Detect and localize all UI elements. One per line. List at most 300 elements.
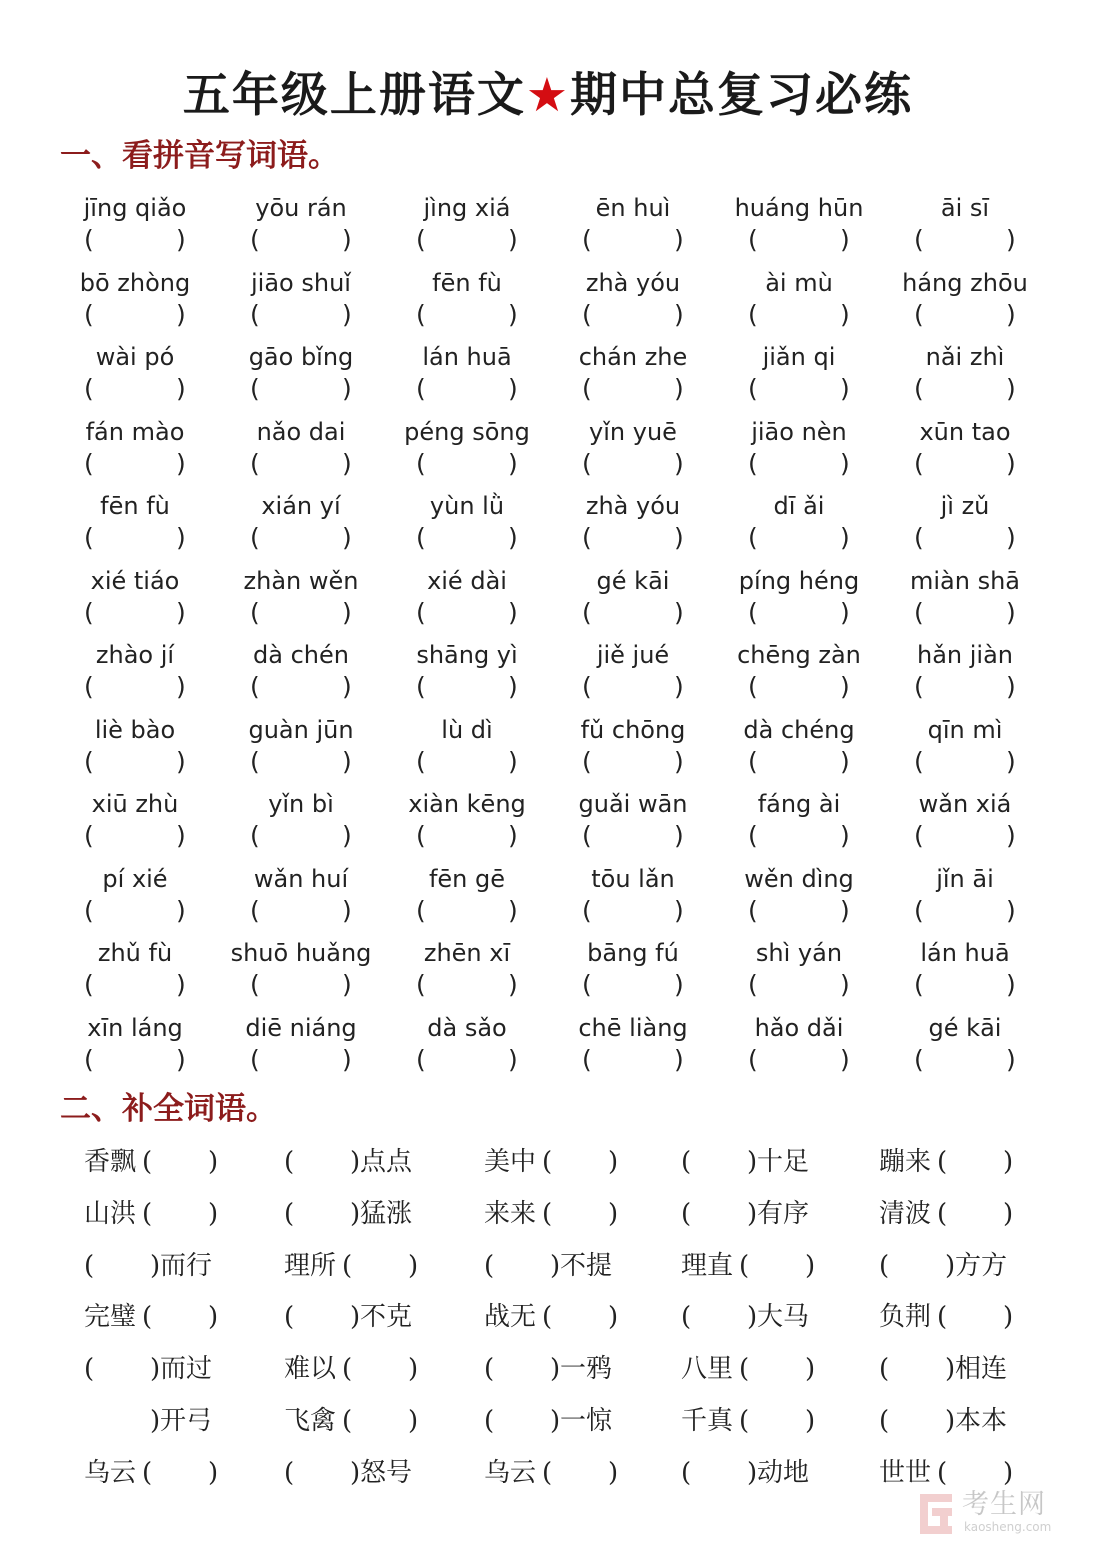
answer-paren-open: ( <box>84 672 94 701</box>
blank-paren-close: ) <box>208 1457 219 1488</box>
blank-paren-close: ) <box>608 1147 619 1177</box>
pinyin-item <box>384 488 550 562</box>
pinyin-item <box>882 1010 1048 1084</box>
fill-item <box>681 1297 871 1337</box>
answer-paren-close: ) <box>508 821 518 850</box>
fill-text-pre: 香飘 <box>84 1147 137 1177</box>
answer-paren-open: ( <box>84 970 94 999</box>
answer-paren-close: ) <box>1006 1044 1016 1074</box>
fill-item <box>681 1142 871 1182</box>
pinyin-text: ēn huì <box>595 194 671 222</box>
pinyin-item <box>384 414 550 488</box>
blank-paren-close: ) <box>408 1405 419 1436</box>
pinyin-row <box>52 637 1048 712</box>
fill-item <box>484 1246 674 1286</box>
pinyin-text: chán zhe <box>578 343 688 371</box>
fill-item <box>484 1453 674 1493</box>
answer-paren-close: ) <box>508 299 518 329</box>
pinyin-text: xián yí <box>261 492 341 520</box>
answer-paren-open: ( <box>914 448 924 478</box>
pinyin-item <box>218 1010 384 1084</box>
answer-paren-open: ( <box>250 225 260 254</box>
fill-in-grid <box>84 1142 1044 1505</box>
answer-paren-close: ) <box>674 225 684 254</box>
blank-paren-open: ( <box>284 1457 295 1488</box>
fill-text-post: 动地 <box>757 1457 810 1488</box>
pinyin-item <box>52 637 218 711</box>
fill-item <box>879 1401 1069 1441</box>
fill-text-pre: 难以 <box>284 1354 337 1385</box>
pinyin-item <box>716 488 882 562</box>
pinyin-text: tōu lǎn <box>591 864 675 893</box>
pinyin-item <box>52 563 218 637</box>
fill-text-post: 有序 <box>757 1198 810 1229</box>
pinyin-item <box>716 265 882 339</box>
answer-paren-open: ( <box>582 821 592 850</box>
fill-text-post: 大马 <box>757 1302 810 1333</box>
blank-paren-open: ( <box>284 1302 295 1333</box>
fill-text-post: 而过 <box>160 1354 213 1385</box>
fill-text-pre: 战无 <box>484 1302 537 1333</box>
pinyin-item <box>550 563 716 637</box>
pinyin-item <box>52 339 218 413</box>
answer-paren-open: ( <box>84 895 94 925</box>
pinyin-text: fán mào <box>85 417 185 446</box>
pinyin-text: jiāo nèn <box>751 417 847 446</box>
answer-paren-close: ) <box>1006 746 1016 776</box>
fill-text-post: 方方 <box>955 1250 1008 1281</box>
answer-paren-open: ( <box>914 597 924 627</box>
blank-paren-close: ) <box>747 1457 758 1488</box>
answer-paren-close: ) <box>176 225 186 254</box>
pinyin-text: yùn lǜ <box>429 492 505 520</box>
pinyin-text: guǎi wān <box>578 790 688 818</box>
pinyin-text: fēn fù <box>432 268 502 297</box>
pinyin-row <box>52 712 1048 787</box>
fill-item <box>284 1401 474 1441</box>
answer-paren-close: ) <box>1006 672 1016 701</box>
pinyin-text: guàn jūn <box>248 715 354 744</box>
pinyin-text: shì yán <box>755 939 843 967</box>
fill-text-post: 本本 <box>955 1405 1008 1436</box>
answer-paren-open: ( <box>416 1044 426 1074</box>
fill-text-post: 一鸦 <box>560 1354 613 1385</box>
pinyin-item <box>716 935 882 1009</box>
pinyin-row <box>52 1010 1048 1085</box>
answer-paren-close: ) <box>176 672 186 701</box>
fill-text-pre: 乌云 <box>484 1457 537 1488</box>
pinyin-item <box>384 563 550 637</box>
answer-paren-close: ) <box>176 448 186 478</box>
fill-text-pre: 山洪 <box>84 1198 137 1229</box>
fill-item <box>84 1453 274 1493</box>
pinyin-item <box>218 861 384 935</box>
pinyin-text: xié dài <box>427 566 507 595</box>
pinyin-text: dà sǎo <box>427 1013 507 1042</box>
pinyin-text: lán huā <box>920 939 1010 967</box>
answer-paren-open: ( <box>582 970 592 999</box>
answer-paren-close: ) <box>342 821 352 850</box>
pinyin-text: jiǎn qi <box>762 343 836 371</box>
blank-paren-close: ) <box>1003 1147 1014 1177</box>
pinyin-text: yǐn yuē <box>589 417 677 446</box>
blank-paren-close: ) <box>350 1198 361 1229</box>
fill-item <box>284 1194 474 1234</box>
fill-text-pre: 理所 <box>284 1250 337 1281</box>
pinyin-text: zhà yóu <box>585 492 681 520</box>
pinyin-item <box>218 935 384 1009</box>
answer-paren-close: ) <box>342 746 352 776</box>
pinyin-item <box>384 786 550 860</box>
answer-paren-open: ( <box>582 597 592 627</box>
pinyin-text: zhàn wěn <box>243 566 359 595</box>
blank-paren-open: ( <box>542 1302 553 1333</box>
answer-paren-close: ) <box>176 374 186 403</box>
answer-paren-close: ) <box>176 970 186 999</box>
answer-paren-open: ( <box>250 597 260 627</box>
blank-paren-close: ) <box>747 1198 758 1229</box>
answer-paren-open: ( <box>416 597 426 627</box>
pinyin-text: jǐn āi <box>936 864 994 893</box>
pinyin-text: shāng yì <box>416 641 518 669</box>
answer-paren-close: ) <box>176 895 186 925</box>
answer-paren-open: ( <box>748 374 758 403</box>
pinyin-item <box>550 786 716 860</box>
pinyin-item <box>882 414 1048 488</box>
answer-paren-open: ( <box>748 597 758 627</box>
answer-paren-open: ( <box>416 895 426 925</box>
pinyin-item <box>52 712 218 786</box>
pinyin-text: wài pó <box>95 343 175 371</box>
pinyin-text: liè bào <box>94 715 176 744</box>
blank-paren-close: ) <box>608 1198 619 1229</box>
blank-paren-open: ( <box>681 1198 692 1229</box>
answer-paren-open: ( <box>748 299 758 329</box>
pinyin-text: wǎn huí <box>253 864 349 893</box>
pinyin-item <box>218 712 384 786</box>
pinyin-item <box>882 861 1048 935</box>
fill-item <box>681 1349 871 1389</box>
blank-paren-close: ) <box>350 1457 361 1488</box>
answer-paren-close: ) <box>508 746 518 776</box>
answer-paren-open: ( <box>582 374 592 403</box>
answer-paren-close: ) <box>176 299 186 329</box>
answer-paren-close: ) <box>840 1044 850 1074</box>
answer-paren-open: ( <box>748 895 758 925</box>
blank-paren-close: ) <box>208 1302 219 1333</box>
pinyin-item <box>716 786 882 860</box>
blank-paren-open: ( <box>681 1457 692 1488</box>
watermark <box>918 1488 1078 1544</box>
pinyin-row <box>52 190 1048 265</box>
answer-paren-close: ) <box>674 672 684 701</box>
blank-paren-close: ) <box>945 1405 956 1436</box>
fill-text-pre: 完璧 <box>84 1302 137 1333</box>
answer-paren-close: ) <box>1006 523 1016 552</box>
fill-item <box>879 1142 1069 1182</box>
answer-paren-close: ) <box>840 970 850 999</box>
blank-paren-close: ) <box>208 1147 219 1177</box>
answer-paren-open: ( <box>582 746 592 776</box>
fill-text-post: 一惊 <box>560 1405 613 1436</box>
fill-item <box>879 1297 1069 1337</box>
pinyin-text: xīn láng <box>87 1013 183 1042</box>
pinyin-item <box>218 265 384 339</box>
pinyin-item <box>882 712 1048 786</box>
fill-row <box>84 1142 1044 1194</box>
blank-paren-close: ) <box>150 1250 161 1281</box>
answer-paren-close: ) <box>508 970 518 999</box>
pinyin-row <box>52 935 1048 1010</box>
answer-paren-close: ) <box>508 597 518 627</box>
answer-paren-open: ( <box>250 970 260 999</box>
blank-paren-close: ) <box>945 1250 956 1281</box>
blank-paren-open: ( <box>542 1198 553 1229</box>
pinyin-item <box>882 935 1048 1009</box>
blank-paren-open: ( <box>739 1354 750 1385</box>
pinyin-text: péng sōng <box>404 417 530 446</box>
answer-paren-open: ( <box>748 523 758 552</box>
pinyin-text: zhà yóu <box>585 268 681 297</box>
pinyin-item <box>384 935 550 1009</box>
blank-paren-open: ( <box>342 1250 353 1281</box>
answer-paren-close: ) <box>176 523 186 552</box>
pinyin-text: xiū zhù <box>91 790 179 818</box>
pinyin-text: zhào jí <box>95 641 175 669</box>
pinyin-text: gāo bǐng <box>248 343 354 371</box>
pinyin-item <box>384 712 550 786</box>
fill-item <box>284 1297 474 1337</box>
answer-paren-open: ( <box>84 374 94 403</box>
answer-paren-open: ( <box>250 1044 260 1074</box>
pinyin-text: jìng xiá <box>423 194 511 222</box>
answer-paren-close: ) <box>840 597 850 627</box>
blank-paren-open: ( <box>84 1250 95 1281</box>
pinyin-item <box>384 861 550 935</box>
answer-paren-close: ) <box>674 895 684 925</box>
answer-paren-close: ) <box>1006 895 1016 925</box>
answer-paren-open: ( <box>582 448 592 478</box>
pinyin-row <box>52 339 1048 414</box>
answer-paren-close: ) <box>342 597 352 627</box>
answer-paren-open: ( <box>582 1044 592 1074</box>
fill-text-post: 相连 <box>955 1354 1008 1385</box>
pinyin-item <box>716 563 882 637</box>
pinyin-item <box>52 414 218 488</box>
fill-item <box>681 1246 871 1286</box>
fill-item <box>484 1142 674 1182</box>
pinyin-item <box>882 488 1048 562</box>
answer-paren-close: ) <box>840 746 850 776</box>
blank-paren-close: ) <box>747 1147 758 1177</box>
answer-paren-close: ) <box>840 448 850 478</box>
fill-text-pre: 理直 <box>681 1250 734 1281</box>
answer-paren-close: ) <box>342 523 352 552</box>
answer-paren-open: ( <box>250 895 260 925</box>
pinyin-item <box>52 488 218 562</box>
blank-paren-open: ( <box>142 1457 153 1488</box>
answer-paren-close: ) <box>176 1044 186 1074</box>
blank-paren-close: ) <box>805 1250 816 1281</box>
blank-paren-open: ( <box>84 1354 95 1385</box>
answer-paren-close: ) <box>674 523 684 552</box>
fill-item <box>84 1401 274 1441</box>
pinyin-text: píng héng <box>738 566 860 595</box>
answer-paren-open: ( <box>250 448 260 478</box>
pinyin-text: jiě jué <box>596 641 670 669</box>
fill-row <box>84 1401 1044 1453</box>
answer-paren-open: ( <box>914 970 924 999</box>
answer-paren-close: ) <box>1006 299 1016 329</box>
pinyin-item <box>716 190 882 264</box>
fill-item <box>484 1349 674 1389</box>
pinyin-text: huáng hūn <box>734 194 864 222</box>
fill-text-pre: 美中 <box>484 1147 537 1177</box>
blank-paren-close: ) <box>1003 1198 1014 1229</box>
pinyin-item <box>218 637 384 711</box>
pinyin-item <box>384 637 550 711</box>
answer-paren-close: ) <box>1006 448 1016 478</box>
blank-paren-close: ) <box>805 1405 816 1436</box>
blank-paren-open: ( <box>484 1250 495 1281</box>
title-left: 五年级上册语文 <box>182 68 526 123</box>
pinyin-text: xūn tao <box>919 417 1011 446</box>
blank-paren-close: ) <box>150 1354 161 1385</box>
pinyin-text: lù dì <box>441 715 493 744</box>
section-2-heading: 二、补全词语。 <box>60 1091 277 1127</box>
pinyin-item <box>882 265 1048 339</box>
answer-paren-close: ) <box>840 523 850 552</box>
blank-paren-close: ) <box>150 1405 161 1436</box>
answer-paren-close: ) <box>342 970 352 999</box>
fill-row <box>84 1349 1044 1401</box>
fill-item <box>484 1194 674 1234</box>
pinyin-item <box>218 414 384 488</box>
pinyin-text: āi sī <box>940 194 990 222</box>
answer-paren-close: ) <box>508 895 518 925</box>
fill-text-pre: 千真 <box>681 1405 734 1436</box>
pinyin-row <box>52 414 1048 489</box>
pinyin-text: bāng fú <box>587 939 679 967</box>
answer-paren-close: ) <box>1006 374 1016 403</box>
pinyin-text: ài mù <box>765 268 833 297</box>
blank-paren-open: ( <box>484 1405 495 1436</box>
answer-paren-open: ( <box>582 523 592 552</box>
answer-paren-open: ( <box>914 225 924 254</box>
answer-paren-close: ) <box>840 895 850 925</box>
answer-paren-close: ) <box>1006 225 1016 254</box>
answer-paren-close: ) <box>342 225 352 254</box>
fill-text-post: 点点 <box>360 1147 413 1177</box>
fill-text-pre: 来来 <box>484 1198 537 1229</box>
fill-row <box>84 1453 1044 1505</box>
pinyin-text: chēng zàn <box>737 641 861 669</box>
blank-paren-open: ( <box>142 1302 153 1333</box>
pinyin-item <box>882 786 1048 860</box>
pinyin-item <box>716 861 882 935</box>
pinyin-text: bō zhòng <box>79 268 191 297</box>
answer-paren-open: ( <box>582 895 592 925</box>
answer-paren-close: ) <box>342 448 352 478</box>
pinyin-row <box>52 563 1048 638</box>
pinyin-text: miàn shā <box>909 566 1020 595</box>
fill-item <box>681 1453 871 1493</box>
pinyin-text: wǎn xiá <box>918 790 1012 818</box>
pinyin-row <box>52 861 1048 936</box>
fill-item <box>284 1349 474 1389</box>
answer-paren-open: ( <box>416 821 426 850</box>
pinyin-item <box>218 786 384 860</box>
pinyin-item <box>550 637 716 711</box>
answer-paren-close: ) <box>508 523 518 552</box>
pinyin-item <box>550 488 716 562</box>
fill-text-pre: 乌云 <box>84 1457 137 1488</box>
blank-paren-open: ( <box>937 1147 948 1177</box>
answer-paren-close: ) <box>674 970 684 999</box>
answer-paren-close: ) <box>176 821 186 850</box>
pinyin-text: xiàn kēng <box>408 790 526 818</box>
fill-item <box>879 1453 1069 1493</box>
pinyin-text: fǔ chōng <box>580 715 686 744</box>
answer-paren-open: ( <box>84 1044 94 1074</box>
pinyin-text: zhǔ fù <box>97 939 173 967</box>
blank-paren-close: ) <box>350 1302 361 1333</box>
blank-paren-open: ( <box>879 1354 890 1385</box>
answer-paren-close: ) <box>674 1044 684 1074</box>
answer-paren-close: ) <box>508 672 518 701</box>
fill-text-post: 不提 <box>560 1250 613 1281</box>
answer-paren-close: ) <box>176 746 186 776</box>
answer-paren-open: ( <box>416 672 426 701</box>
answer-paren-open: ( <box>748 746 758 776</box>
fill-row <box>84 1297 1044 1349</box>
pinyin-text: dà chéng <box>743 715 855 744</box>
blank-paren-close: ) <box>608 1457 619 1488</box>
pinyin-item <box>52 265 218 339</box>
pinyin-item <box>218 339 384 413</box>
pinyin-text: hǎo dǎi <box>754 1013 844 1042</box>
blank-paren-close: ) <box>550 1405 561 1436</box>
blank-paren-close: ) <box>408 1250 419 1281</box>
pinyin-item <box>52 190 218 264</box>
answer-paren-close: ) <box>840 821 850 850</box>
pinyin-row <box>52 488 1048 563</box>
watermark-name: 考生网 <box>962 1489 1046 1520</box>
answer-paren-open: ( <box>748 448 758 478</box>
blank-paren-close: ) <box>747 1302 758 1333</box>
pinyin-item <box>716 712 882 786</box>
pinyin-item <box>52 861 218 935</box>
fill-item <box>879 1246 1069 1286</box>
title-right: 期中总复习必练 <box>570 68 914 123</box>
pinyin-item <box>384 1010 550 1084</box>
pinyin-item <box>384 190 550 264</box>
answer-paren-open: ( <box>250 523 260 552</box>
blank-paren-open: ( <box>284 1147 295 1177</box>
pinyin-text: fēn gē <box>428 864 506 893</box>
fill-item <box>84 1297 274 1337</box>
answer-paren-open: ( <box>416 299 426 329</box>
answer-paren-close: ) <box>674 746 684 776</box>
pinyin-text: gé kāi <box>928 1013 1002 1042</box>
pinyin-text: yōu rán <box>255 194 347 222</box>
answer-paren-close: ) <box>840 299 850 329</box>
pinyin-item <box>882 563 1048 637</box>
fill-text-post: 怒号 <box>360 1457 413 1488</box>
section-1-heading: 一、看拼音写词语。 <box>60 138 339 174</box>
answer-paren-open: ( <box>914 746 924 776</box>
fill-item <box>284 1246 474 1286</box>
